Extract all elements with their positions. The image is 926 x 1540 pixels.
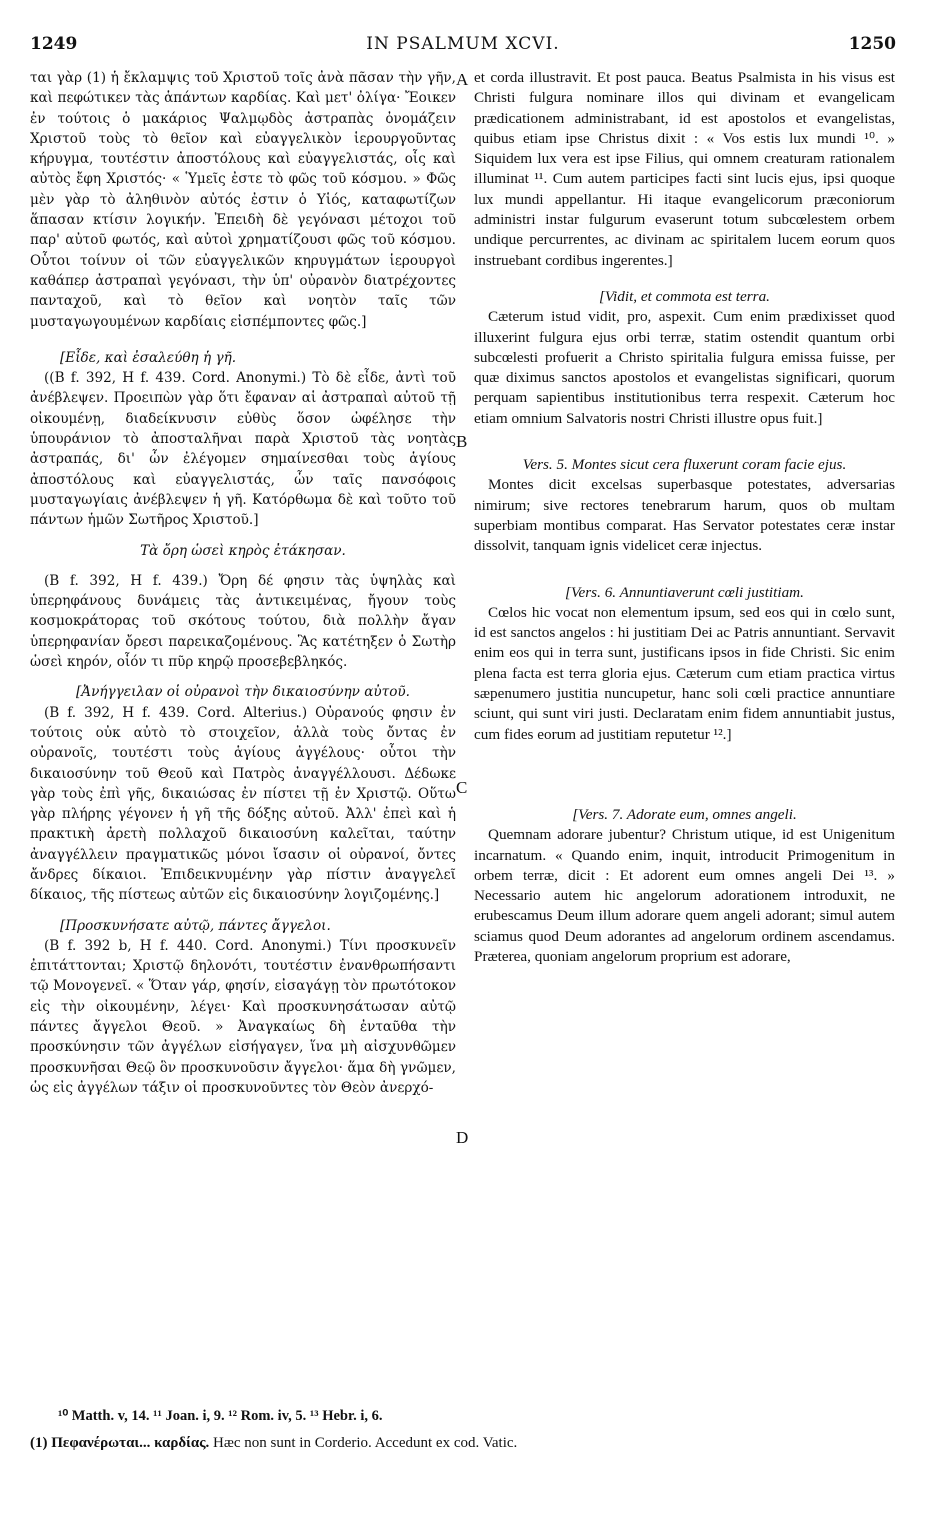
latin-lemma: Vers. 5. Montes sicut cera fluxerunt coram facie ejus. (522, 456, 847, 474)
margin-marker-d: D (456, 1128, 469, 1147)
latin-paragraph: Quemnam adorare jubentur? Christum utique, id est Unigenitum incarnatum. « Quando enim, inquit, introducit Primogenitum in orbem terræ, dicit : Et adorent eum omnes angeli Dei ¹³. » Necessario autem hic angelorum adorationem introduxit, ne erubescamus Deum illum adorare quem angeli adorant; simul autem sciamus quod Deum adorantes ad angelorum ordinem ascendamus. Præterea, quoniam angelorum proprium est adorare, (474, 826, 895, 965)
latin-column (474, 68, 895, 967)
greek-paragraph: (B f. 392 b, H f. 440. Cord. Anonymi.) Τίνι προσκυνεῖν ἐπιτάττονται; Χριστῷ δηλονότι, τουτέστιν ἐνανθρωπήσαντι τῷ Μονογενεῖ. « Ὅταν γάρ, φησίν, εἰσαγάγῃ τὸν πρωτότοκον εἰς τὴν οἰκουμένην, λέγει· Καὶ προσκυνησάτωσαν αὐτῷ πάντες ἄγγελοι Θεοῦ. » Ἀναγκαίως δὴ ἐνταῦθα τὴν προσκύνησιν τῶν ἀγγέλων εἰσήγαγεν, ἵνα μὴ αἰσχυνθῶμεν προσκυνῆσαι Θεῷ ὃν προσκυνοῦσιν ἄγγελοι· ἅμα δὴ γνῶμεν, ὡς εἰς ἀγγέλων τάξιν οἱ προσκυνοῦντες τὸν Θεὸν ἀνερχό- (30, 937, 456, 1096)
greek-lemma: Τὰ ὄρη ὡσεὶ κηρὸς ἐτάκησαν. (140, 542, 346, 559)
latin-paragraph: Montes dicit excelsas superbasque potestates, adversarias nimirum; sive rectores tenebrarum harum, quos ob multam superbiam montibus comparat. Has Servator potestates ceræ instar dissolvit, tanquam ignis videlicet ceræ injectus. (474, 476, 895, 555)
latin-paragraph: Cœlos hic vocat non elementum ipsum, sed eos qui in cœlo sunt, id est sanctos angelos : hi justitiam Dei ac Patris annuntiant. Servavit enim eos qui in terra sunt, justificans ipsos in fide Christi. Sic enim plena facta est terra gloria ejus. Cæterum cum etiam practica virtus sæpenumero justitia nuncupetur, hanc soli cœli practice annuntiare sciunt, qui sunt viri justi. Declaratam enim fidem annuntiabit justus, cum fides eorum ad justitiam reputetur ¹².] (474, 603, 895, 743)
latin-lemma: [Vers. 7. Adorate eum, omnes angeli. (572, 805, 797, 823)
margin-marker-b: B (456, 432, 468, 451)
running-header (30, 34, 896, 58)
greek-lemma: [Εἶδε, καὶ ἐσαλεύθη ἡ γῆ. (60, 349, 237, 366)
greek-lemma: [Προσκυνήσατε αὐτῷ, πάντες ἄγγελοι. (60, 917, 331, 934)
greek-paragraph: ται γὰρ (1) ἡ ἔκλαμψις τοῦ Χριστοῦ τοῖς ἀνὰ πᾶσαν τὴν γῆν, καὶ πεφώτικεν τὰς ἁπάντων καρδίας. Καὶ μετ' ὀλίγα· Ἔοικεν ἐν τούτοις ὁ μακάριος Ψαλμῳδὸς ἀστραπὰς ὀνομάζειν Χριστοῦ τοὺς τὸ θεῖον καὶ εὐαγγελικὸν ἱερουργοῦντας κήρυγμα, τουτέστιν ἀποστόλους καὶ εὐαγγελιστάς, οἷς καὶ αὐτὸς ἔφη Χριστός· « Ὑμεῖς ἐστε τὸ φῶς τοῦ κόσμου. » Φῶς μὲν γὰρ τὸ ἀληθινὸν αὐτός ἐστιν ὁ Υἱός, καταφωτίζων ἅπασαν κτίσιν λογικήν. Ἐπειδὴ δὲ γεγόνασι μέτοχοι τοῦ παρ' αὐτοῦ φωτός, καὶ αὐτοὶ χρηματίζουσι φῶς τοῦ κόσμου. Οὗτοι τοίνυν οἱ τῶν εὐαγγελικῶν κηρυγμάτων ἱερουργοὶ καθάπερ ἀστραπαὶ γεγόνασι, τὴν ὑπ' οὐρανὸν διατρέχοντες πανταχοῦ, καὶ τὸ θεῖον καὶ νοητὸν ταῖς τῶν μυσταγωγουμένων καρδίαις εἰσπέμποντες φῶς.] (30, 70, 456, 330)
latin-paragraph: Cæterum istud vidit, pro, aspexit. Cum enim prædixisset quod illuxerint fulgura ejus orbi terræ, statim ostendit quantum orbi subcœlesti profuerit a Christo spiritalia fulgura emissa fuisse, per quæ diximus sanctos apostolos et evangelistas significari, quorum perquam sapientibus institutionibus terra respexit. Cæterum hoc etiam omnium Salvatoris nostri Christi illustre opus fuit.] (474, 308, 895, 427)
greek-lemma: [Ἀνήγγειλαν οἱ οὐρανοὶ τὴν δικαιοσύνην αὐτοῦ. (76, 684, 410, 701)
latin-paragraph: et corda illustravit. Et post pauca. Beatus Psalmista in his visus est Christi fulgura nominare illos qui divinam et evangelicam prædicationem administrabant, id est apostolos et evangelistas, quibus etiam ipse Christus dixit : « Vos estis lux mundi ¹⁰. » Siquidem lux vera est ipse Filius, qui omnem creaturam rationalem illuminat ¹¹. Cum autem participes facti sint lucis ejus, ipsi quoque lux mundi appellantur. Hi itaque evangelicorum præconiorum administri instar fulgurum evaserunt totum subcœlestem orbem undique percurrentes, ac divinam ac spiritalem lucem eorum quos instruebant cordibus ingerentes.] (474, 69, 895, 269)
greek-paragraph: (B f. 392, H f. 439.) Ὄρη δέ φησιν τὰς ὑψηλὰς καὶ ὑπερηφάνους δυνάμεις τὰς ἀντικειμένας, ἤγουν τοὺς κοσμοκράτορας τοῦ σκότους τούτου, διὰ πολλὴν ἄγαν ὑπερηφανίαν ὄρεσι παρεικαζομένους. Ἃς κατέτηξεν ὁ Σωτὴρ ὡσεὶ κηρόν, οἷόν τι πῦρ κηρῷ προσεβεβληκός. (30, 572, 456, 671)
margin-marker-c: C (456, 778, 468, 797)
latin-lemma: [Vidit, et commota est terra. (599, 287, 770, 305)
greek-paragraph: ((B f. 392, H f. 439. Cord. Anonymi.) Τὸ δὲ εἶδε, ἀντὶ τοῦ ἀνέβλεψεν. Προειπὼν γὰρ ὅτι ἔφαναν αἱ ἀστραπαὶ αὐτοῦ τῇ οἰκουμένῃ, διαδείκνυσιν εὐθὺς ὅσον ὠφέλησε τὴν ὑπουράνιον τὸ ἀποσταλῆναι παρὰ Χριστοῦ τὰς νοητὰς ἀστραπάς, δι' ὧν ἐλέγομεν σημαίνεσθαι τοὺς ἁγίους ἀποστόλους καὶ εὐαγγελιστάς, ὧν ταῖς πανσόφοις μυσταγωγίαις ἀνέβλεψεν ἡ γῆ. Κατόρθωμα δὲ καὶ τοῦτο τοῦ πάντων ἡμῶν Σωτῆρος Χριστοῦ.] (30, 370, 456, 529)
textual-note-label: (1) Πεφανέρωται... καρδίας. (30, 1435, 210, 1451)
textual-note (30, 1435, 896, 1452)
margin-marker-a: A (456, 70, 469, 89)
latin-lemma: [Vers. 6. Annuntiaverunt cœli justitiam. (565, 583, 804, 601)
greek-paragraph: (B f. 392, H f. 439. Cord. Alterius.) Οὐρανούς φησιν ἐν τούτοις οὐκ αὐτὸ τὸ στοιχεῖον, ἀλλὰ τοὺς ὄντας ἐν οὐρανοῖς, τουτέστι τοὺς ἁγίους ἀγγέλους· οὗτοι τὴν δικαιοσύνην τοῦ Θεοῦ καὶ Πατρὸς ἀναγγέλλουσι. Δέδωκε γὰρ τοὺς ἐπὶ γῆς, δικαιώσας ἐν πίστει τῇ ἐν Χριστῷ. Οὕτω γὰρ πλήρης γέγονεν ἡ γῆ τῆς δόξης αὐτοῦ. Ἀλλ' ἐπεὶ καὶ ἡ πρακτικὴ ἀρετὴ πολλαχοῦ δικαιοσύνη καλεῖται, ταύτην ἀναγγέλλειν πραγματικῶς μόνοι ἴσασιν οἱ οὐρανοί, ὄντες ἄνδρες δίκαιοι. Ἐπιδεικνυμένην γὰρ πίστιν ἀναγγελεῖ δίκαιος, τῆς πίστεως αὐτῶν εἰς δικαιοσύνην λογιζομένης.] (30, 704, 456, 904)
page-number-left: 1249 (30, 34, 78, 54)
greek-column (30, 68, 456, 1098)
scripture-references: ¹⁰ Matth. v, 14. ¹¹ Joan. i, 9. ¹² Rom. iv, 5. ¹³ Hebr. i, 6. (58, 1408, 383, 1424)
footnotes (30, 1408, 896, 1452)
textual-note-text: Hæc non sunt in Corderio. Accedunt ex cod. Vatic. (209, 1435, 518, 1451)
running-title: IN PSALMUM XCVI. (366, 34, 560, 54)
page-number-right: 1250 (848, 34, 896, 54)
